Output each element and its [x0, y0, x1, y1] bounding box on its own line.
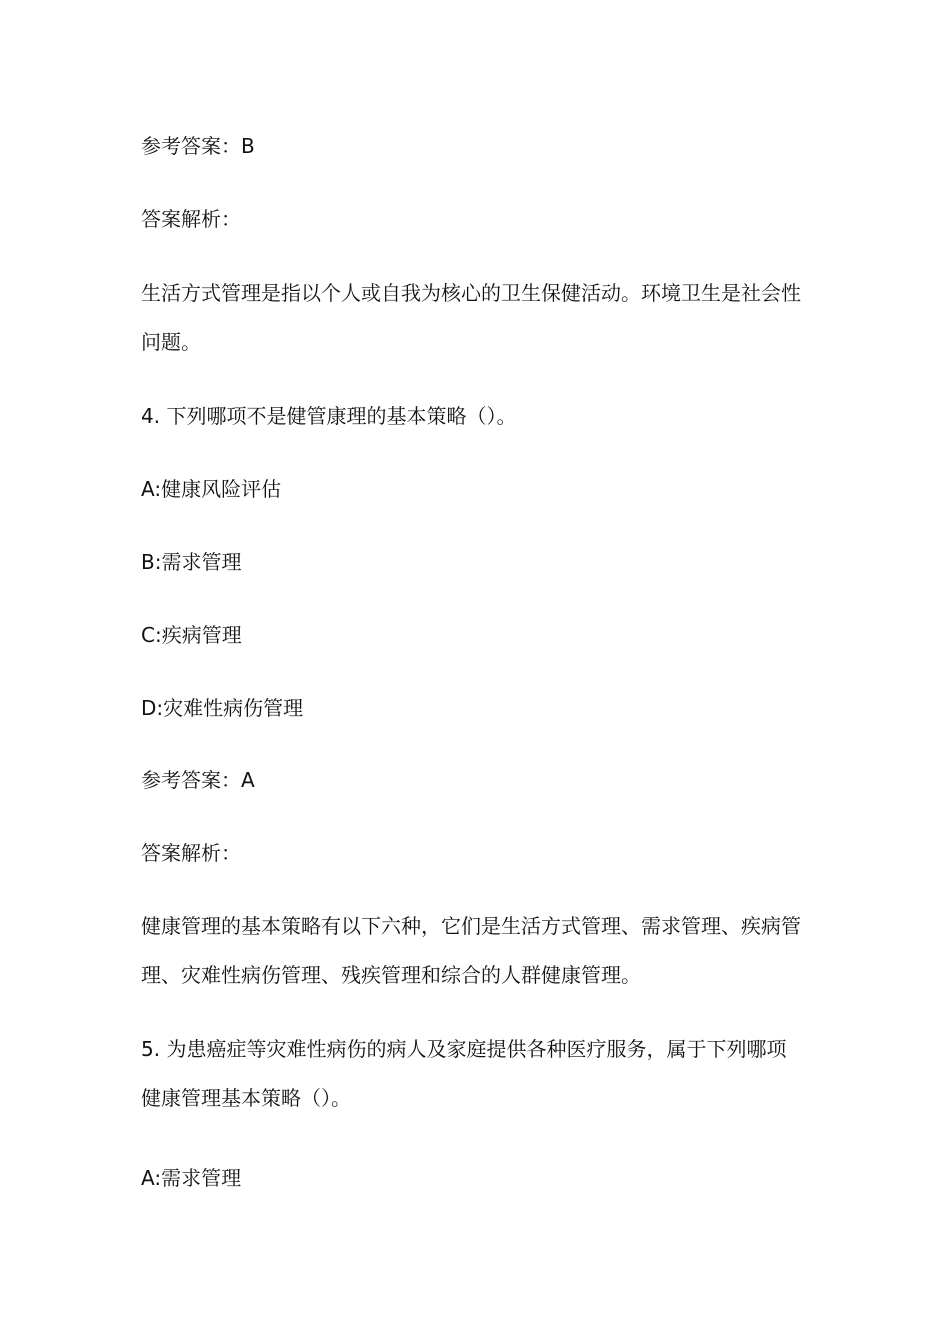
q4-option-c: C:疾病管理: [141, 623, 242, 647]
q4-reference-answer: 参考答案：A: [141, 768, 255, 792]
q4-option-b: B:需求管理: [141, 550, 242, 574]
q4-option-a: A:健康风险评估: [141, 477, 282, 501]
q5-option-a: A:需求管理: [141, 1166, 242, 1190]
q4-option-d: D:灾难性病伤管理: [141, 696, 304, 720]
q3-reference-answer: 参考答案：B: [141, 134, 255, 158]
q4-analysis-label: 答案解析：: [141, 841, 241, 865]
q3-analysis-text-line1: 生活方式管理是指以个人或自我为核心的卫生保健活动。环境卫生是社会性: [141, 281, 801, 305]
q3-analysis-text-line2: 问题。: [141, 330, 201, 354]
q5-question-line1: 5. 为患癌症等灾难性病伤的病人及家庭提供各种医疗服务，属于下列哪项: [141, 1037, 787, 1061]
q3-analysis-label: 答案解析：: [141, 207, 241, 231]
q5-question-line2: 健康管理基本策略（）。: [141, 1086, 351, 1110]
q4-analysis-text-line1: 健康管理的基本策略有以下六种，它们是生活方式管理、需求管理、疾病管: [141, 914, 801, 938]
q4-question: 4. 下列哪项不是健管康理的基本策略（）。: [141, 404, 517, 428]
q4-analysis-text-line2: 理、灾难性病伤管理、残疾管理和综合的人群健康管理。: [141, 963, 641, 987]
